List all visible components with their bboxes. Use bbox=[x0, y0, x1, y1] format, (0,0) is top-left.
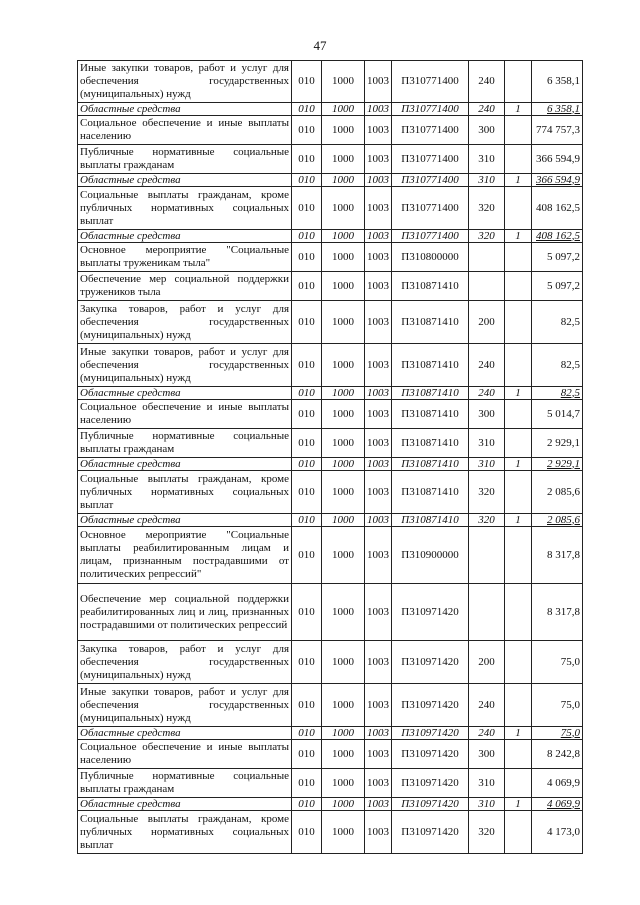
row-amount: 2 085,6 bbox=[532, 471, 583, 514]
row-name: Социальные выплаты гражданам, кроме публичных нормативных социальных выплат bbox=[78, 811, 292, 854]
row-section-code: 1000 bbox=[322, 429, 365, 458]
row-section-code: 1000 bbox=[322, 584, 365, 641]
row-name: Областные средства bbox=[78, 514, 292, 527]
row-expense-type: 240 bbox=[469, 684, 505, 727]
row-name: Основное мероприятие "Социальные выплаты труженикам тыла" bbox=[78, 243, 292, 272]
row-subsection-code: 1003 bbox=[365, 641, 392, 684]
row-subsection-code: 1003 bbox=[365, 798, 392, 811]
row-target-article: П310971420 bbox=[392, 798, 469, 811]
row-expense-type: 320 bbox=[469, 471, 505, 514]
row-ministry-code: 010 bbox=[292, 769, 322, 798]
row-expense-type: 200 bbox=[469, 641, 505, 684]
row-section-code: 1000 bbox=[322, 301, 365, 344]
row-expense-type: 310 bbox=[469, 458, 505, 471]
row-funding-source: 1 bbox=[505, 103, 532, 116]
row-subsection-code: 1003 bbox=[365, 145, 392, 174]
row-name: Областные средства bbox=[78, 230, 292, 243]
table-row bbox=[78, 471, 583, 514]
row-subsection-code: 1003 bbox=[365, 344, 392, 387]
row-amount: 82,5 bbox=[532, 301, 583, 344]
row-subsection-code: 1003 bbox=[365, 471, 392, 514]
row-target-article: П310771400 bbox=[392, 116, 469, 145]
row-subsection-code: 1003 bbox=[365, 243, 392, 272]
row-name: Иные закупки товаров, работ и услуг для обеспечения государственных (муниципальных) нужд bbox=[78, 61, 292, 103]
row-target-article: П310971420 bbox=[392, 584, 469, 641]
row-name: Социальные выплаты гражданам, кроме публичных нормативных социальных выплат bbox=[78, 471, 292, 514]
row-name: Иные закупки товаров, работ и услуг для обеспечения государственных (муниципальных) нужд bbox=[78, 684, 292, 727]
row-ministry-code: 010 bbox=[292, 103, 322, 116]
row-section-code: 1000 bbox=[322, 458, 365, 471]
table-row-regional-funds bbox=[78, 174, 583, 187]
row-funding-source bbox=[505, 641, 532, 684]
row-ministry-code: 010 bbox=[292, 514, 322, 527]
row-funding-source bbox=[505, 344, 532, 387]
table-row bbox=[78, 740, 583, 769]
row-target-article: П310771400 bbox=[392, 230, 469, 243]
row-target-article: П310800000 bbox=[392, 243, 469, 272]
row-subsection-code: 1003 bbox=[365, 174, 392, 187]
row-expense-type: 310 bbox=[469, 769, 505, 798]
row-funding-source: 1 bbox=[505, 387, 532, 400]
row-section-code: 1000 bbox=[322, 387, 365, 400]
row-section-code: 1000 bbox=[322, 798, 365, 811]
row-target-article: П310971420 bbox=[392, 740, 469, 769]
row-ministry-code: 010 bbox=[292, 230, 322, 243]
row-name: Публичные нормативные социальные выплаты гражданам bbox=[78, 769, 292, 798]
row-amount: 82,5 bbox=[532, 344, 583, 387]
row-name: Закупка товаров, работ и услуг для обеспечения государственных (муниципальных) нужд bbox=[78, 641, 292, 684]
row-expense-type bbox=[469, 272, 505, 301]
page-number: 47 bbox=[313, 38, 327, 53]
row-expense-type bbox=[469, 243, 505, 272]
table-row-regional-funds bbox=[78, 387, 583, 400]
row-target-article: П310871410 bbox=[392, 387, 469, 400]
row-section-code: 1000 bbox=[322, 272, 365, 301]
row-name: Социальное обеспечение и иные выплаты населению bbox=[78, 740, 292, 769]
row-ministry-code: 010 bbox=[292, 174, 322, 187]
row-target-article: П310871410 bbox=[392, 471, 469, 514]
row-subsection-code: 1003 bbox=[365, 429, 392, 458]
row-expense-type: 310 bbox=[469, 145, 505, 174]
row-subsection-code: 1003 bbox=[365, 400, 392, 429]
row-name: Обеспечение мер социальной поддержки реабилитированных лиц и лиц, признанных пострадавшими от политических репрессий bbox=[78, 584, 292, 641]
row-subsection-code: 1003 bbox=[365, 387, 392, 400]
row-section-code: 1000 bbox=[322, 811, 365, 854]
row-name: Областные средства bbox=[78, 103, 292, 116]
row-name: Областные средства bbox=[78, 387, 292, 400]
table-row bbox=[78, 769, 583, 798]
row-section-code: 1000 bbox=[322, 103, 365, 116]
row-funding-source bbox=[505, 400, 532, 429]
row-section-code: 1000 bbox=[322, 684, 365, 727]
row-subsection-code: 1003 bbox=[365, 187, 392, 230]
row-target-article: П310771400 bbox=[392, 103, 469, 116]
row-amount: 5 097,2 bbox=[532, 243, 583, 272]
row-section-code: 1000 bbox=[322, 740, 365, 769]
row-expense-type: 320 bbox=[469, 187, 505, 230]
row-amount: 8 317,8 bbox=[532, 527, 583, 584]
row-target-article: П310871410 bbox=[392, 272, 469, 301]
row-subsection-code: 1003 bbox=[365, 514, 392, 527]
row-target-article: П310771400 bbox=[392, 187, 469, 230]
row-amount: 5 097,2 bbox=[532, 272, 583, 301]
row-ministry-code: 010 bbox=[292, 344, 322, 387]
row-expense-type bbox=[469, 527, 505, 584]
row-expense-type: 240 bbox=[469, 61, 505, 103]
row-funding-source: 1 bbox=[505, 174, 532, 187]
row-expense-type: 310 bbox=[469, 429, 505, 458]
table-row bbox=[78, 187, 583, 230]
row-funding-source bbox=[505, 584, 532, 641]
row-name: Иные закупки товаров, работ и услуг для обеспечения государственных (муниципальных) нужд bbox=[78, 344, 292, 387]
row-subsection-code: 1003 bbox=[365, 684, 392, 727]
row-funding-source bbox=[505, 527, 532, 584]
table-row bbox=[78, 641, 583, 684]
row-name: Областные средства bbox=[78, 458, 292, 471]
row-ministry-code: 010 bbox=[292, 145, 322, 174]
row-amount: 2 929,1 bbox=[532, 458, 583, 471]
row-subsection-code: 1003 bbox=[365, 103, 392, 116]
row-ministry-code: 010 bbox=[292, 116, 322, 145]
row-section-code: 1000 bbox=[322, 400, 365, 429]
row-ministry-code: 010 bbox=[292, 429, 322, 458]
row-amount: 2 085,6 bbox=[532, 514, 583, 527]
row-section-code: 1000 bbox=[322, 769, 365, 798]
row-ministry-code: 010 bbox=[292, 527, 322, 584]
row-amount: 408 162,5 bbox=[532, 187, 583, 230]
table-row-regional-funds bbox=[78, 230, 583, 243]
row-funding-source bbox=[505, 187, 532, 230]
row-expense-type: 300 bbox=[469, 740, 505, 769]
budget-table bbox=[77, 60, 583, 854]
row-amount: 8 242,8 bbox=[532, 740, 583, 769]
row-ministry-code: 010 bbox=[292, 272, 322, 301]
row-amount: 2 929,1 bbox=[532, 429, 583, 458]
row-funding-source bbox=[505, 272, 532, 301]
row-target-article: П310971420 bbox=[392, 811, 469, 854]
row-name: Областные средства bbox=[78, 174, 292, 187]
row-amount: 5 014,7 bbox=[532, 400, 583, 429]
row-target-article: П310871410 bbox=[392, 344, 469, 387]
row-section-code: 1000 bbox=[322, 471, 365, 514]
row-amount: 75,0 bbox=[532, 727, 583, 740]
row-funding-source: 1 bbox=[505, 458, 532, 471]
row-subsection-code: 1003 bbox=[365, 527, 392, 584]
row-section-code: 1000 bbox=[322, 344, 365, 387]
row-funding-source bbox=[505, 740, 532, 769]
row-funding-source: 1 bbox=[505, 798, 532, 811]
row-section-code: 1000 bbox=[322, 641, 365, 684]
row-name: Обеспечение мер социальной поддержки тружеников тыла bbox=[78, 272, 292, 301]
table-row-regional-funds bbox=[78, 798, 583, 811]
row-subsection-code: 1003 bbox=[365, 811, 392, 854]
row-ministry-code: 010 bbox=[292, 301, 322, 344]
row-amount: 75,0 bbox=[532, 684, 583, 727]
row-amount: 408 162,5 bbox=[532, 230, 583, 243]
row-ministry-code: 010 bbox=[292, 471, 322, 514]
row-section-code: 1000 bbox=[322, 61, 365, 103]
row-section-code: 1000 bbox=[322, 514, 365, 527]
table-row bbox=[78, 344, 583, 387]
row-ministry-code: 010 bbox=[292, 641, 322, 684]
row-funding-source bbox=[505, 243, 532, 272]
row-subsection-code: 1003 bbox=[365, 61, 392, 103]
table-row bbox=[78, 429, 583, 458]
row-amount: 4 069,9 bbox=[532, 769, 583, 798]
row-section-code: 1000 bbox=[322, 116, 365, 145]
row-subsection-code: 1003 bbox=[365, 458, 392, 471]
row-section-code: 1000 bbox=[322, 174, 365, 187]
row-amount: 75,0 bbox=[532, 641, 583, 684]
row-subsection-code: 1003 bbox=[365, 116, 392, 145]
table-row bbox=[78, 400, 583, 429]
row-expense-type: 200 bbox=[469, 301, 505, 344]
row-amount: 82,5 bbox=[532, 387, 583, 400]
row-target-article: П310871410 bbox=[392, 514, 469, 527]
row-funding-source bbox=[505, 145, 532, 174]
row-amount: 4 173,0 bbox=[532, 811, 583, 854]
row-amount: 6 358,1 bbox=[532, 103, 583, 116]
row-expense-type: 320 bbox=[469, 514, 505, 527]
row-target-article: П310971420 bbox=[392, 684, 469, 727]
row-target-article: П310971420 bbox=[392, 641, 469, 684]
row-funding-source bbox=[505, 301, 532, 344]
budget-table-body bbox=[78, 61, 583, 854]
table-row bbox=[78, 272, 583, 301]
table-row bbox=[78, 116, 583, 145]
row-amount: 6 358,1 bbox=[532, 61, 583, 103]
row-ministry-code: 010 bbox=[292, 727, 322, 740]
table-row-regional-funds bbox=[78, 458, 583, 471]
row-target-article: П310971420 bbox=[392, 769, 469, 798]
row-funding-source bbox=[505, 429, 532, 458]
row-section-code: 1000 bbox=[322, 727, 365, 740]
row-ministry-code: 010 bbox=[292, 187, 322, 230]
row-subsection-code: 1003 bbox=[365, 740, 392, 769]
row-ministry-code: 010 bbox=[292, 740, 322, 769]
row-subsection-code: 1003 bbox=[365, 301, 392, 344]
row-expense-type: 300 bbox=[469, 400, 505, 429]
row-amount: 366 594,9 bbox=[532, 174, 583, 187]
row-ministry-code: 010 bbox=[292, 458, 322, 471]
row-expense-type: 240 bbox=[469, 727, 505, 740]
row-ministry-code: 010 bbox=[292, 684, 322, 727]
row-funding-source: 1 bbox=[505, 230, 532, 243]
row-section-code: 1000 bbox=[322, 527, 365, 584]
row-expense-type: 300 bbox=[469, 116, 505, 145]
row-amount: 8 317,8 bbox=[532, 584, 583, 641]
row-expense-type: 320 bbox=[469, 230, 505, 243]
table-row-regional-funds bbox=[78, 514, 583, 527]
row-funding-source bbox=[505, 471, 532, 514]
row-section-code: 1000 bbox=[322, 243, 365, 272]
row-ministry-code: 010 bbox=[292, 243, 322, 272]
row-funding-source bbox=[505, 61, 532, 103]
row-amount: 4 069,9 bbox=[532, 798, 583, 811]
table-row bbox=[78, 684, 583, 727]
row-section-code: 1000 bbox=[322, 145, 365, 174]
row-expense-type: 310 bbox=[469, 798, 505, 811]
row-subsection-code: 1003 bbox=[365, 727, 392, 740]
row-name: Закупка товаров, работ и услуг для обеспечения государственных (муниципальных) нужд bbox=[78, 301, 292, 344]
row-name: Основное мероприятие "Социальные выплаты реабилитированным лицам и лицам, признанным пострадавшими от политических репрессий" bbox=[78, 527, 292, 584]
row-amount: 366 594,9 bbox=[532, 145, 583, 174]
row-name: Областные средства bbox=[78, 727, 292, 740]
row-name: Социальные выплаты гражданам, кроме публичных нормативных социальных выплат bbox=[78, 187, 292, 230]
row-funding-source: 1 bbox=[505, 727, 532, 740]
row-ministry-code: 010 bbox=[292, 61, 322, 103]
table-row bbox=[78, 243, 583, 272]
row-name: Публичные нормативные социальные выплаты гражданам bbox=[78, 429, 292, 458]
row-target-article: П310871410 bbox=[392, 301, 469, 344]
table-row bbox=[78, 527, 583, 584]
row-target-article: П310900000 bbox=[392, 527, 469, 584]
row-target-article: П310771400 bbox=[392, 145, 469, 174]
row-funding-source: 1 bbox=[505, 514, 532, 527]
row-subsection-code: 1003 bbox=[365, 769, 392, 798]
row-expense-type bbox=[469, 584, 505, 641]
row-name: Социальное обеспечение и иные выплаты населению bbox=[78, 400, 292, 429]
row-target-article: П310771400 bbox=[392, 174, 469, 187]
row-expense-type: 320 bbox=[469, 811, 505, 854]
row-ministry-code: 010 bbox=[292, 387, 322, 400]
row-subsection-code: 1003 bbox=[365, 272, 392, 301]
row-section-code: 1000 bbox=[322, 187, 365, 230]
row-target-article: П310871410 bbox=[392, 429, 469, 458]
row-ministry-code: 010 bbox=[292, 400, 322, 429]
table-row bbox=[78, 61, 583, 103]
row-amount: 774 757,3 bbox=[532, 116, 583, 145]
table-row-regional-funds bbox=[78, 727, 583, 740]
row-target-article: П310771400 bbox=[392, 61, 469, 103]
row-target-article: П310971420 bbox=[392, 727, 469, 740]
row-name: Публичные нормативные социальные выплаты гражданам bbox=[78, 145, 292, 174]
row-name: Социальное обеспечение и иные выплаты населению bbox=[78, 116, 292, 145]
row-expense-type: 240 bbox=[469, 103, 505, 116]
table-row-regional-funds bbox=[78, 103, 583, 116]
row-funding-source bbox=[505, 684, 532, 727]
row-target-article: П310871410 bbox=[392, 458, 469, 471]
table-row bbox=[78, 301, 583, 344]
table-row bbox=[78, 811, 583, 854]
row-ministry-code: 010 bbox=[292, 811, 322, 854]
row-target-article: П310871410 bbox=[392, 400, 469, 429]
table-row bbox=[78, 145, 583, 174]
table-row bbox=[78, 584, 583, 641]
row-expense-type: 240 bbox=[469, 387, 505, 400]
row-funding-source bbox=[505, 769, 532, 798]
row-ministry-code: 010 bbox=[292, 584, 322, 641]
row-name: Областные средства bbox=[78, 798, 292, 811]
row-expense-type: 240 bbox=[469, 344, 505, 387]
row-section-code: 1000 bbox=[322, 230, 365, 243]
row-ministry-code: 010 bbox=[292, 798, 322, 811]
row-funding-source bbox=[505, 116, 532, 145]
row-funding-source bbox=[505, 811, 532, 854]
row-subsection-code: 1003 bbox=[365, 230, 392, 243]
row-subsection-code: 1003 bbox=[365, 584, 392, 641]
row-expense-type: 310 bbox=[469, 174, 505, 187]
